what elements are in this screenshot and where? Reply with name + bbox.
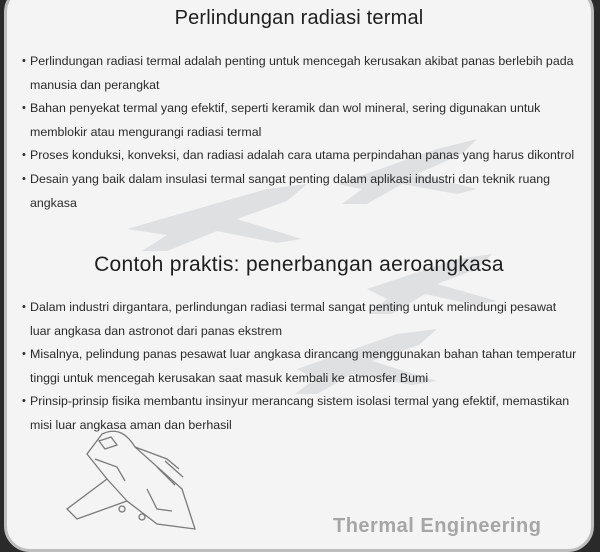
- list-item: • Perlindungan radiasi termal adalah penting untuk mencegah kerusakan akibat panas berlebih pada manusia dan perangkat: [23, 50, 579, 97]
- section-title-thermal-radiation: Perlindungan radiasi termal: [174, 7, 424, 29]
- list-item: • Bahan penyekat termal yang efektif, seperti keramik dan wol mineral, sering digunakan untuk memblokir atau mengurangi radiasi termal: [23, 97, 579, 144]
- bullet-list-aerospace: [23, 296, 579, 438]
- list-item: • Misalnya, pelindung panas pesawat luar angkasa dirancang menggunakan bahan tahan temperatur tinggi untuk mencegah kerusakan saat masuk kembali ke atmosfer Bumi: [23, 343, 579, 390]
- list-item: • Desain yang baik dalam insulasi termal sangat penting dalam aplikasi industri dan teknik ruang angkasa: [23, 168, 579, 215]
- list-item: • Dalam industri dirgantara, perlindungan radiasi termal sangat penting untuk melindungi pesawat luar angkasa dan astronot dari panas ekstrem: [23, 296, 579, 343]
- list-item: • Proses konduksi, konveksi, dan radiasi adalah cara utama perpindahan panas yang harus dikontrol: [23, 144, 579, 168]
- section-title-aerospace-example: Contoh praktis: penerbangan aeroangkasa: [94, 253, 504, 276]
- slide-card: [4, 0, 594, 552]
- list-item: • Prinsip-prinsip fisika membantu insinyur merancang sistem isolasi termal yang efektif, memastikan misi luar angkasa aman dan berhasil: [23, 390, 579, 437]
- bullet-list-thermal-radiation: [23, 50, 579, 215]
- watermark-brand: Thermal Engineering: [333, 515, 542, 537]
